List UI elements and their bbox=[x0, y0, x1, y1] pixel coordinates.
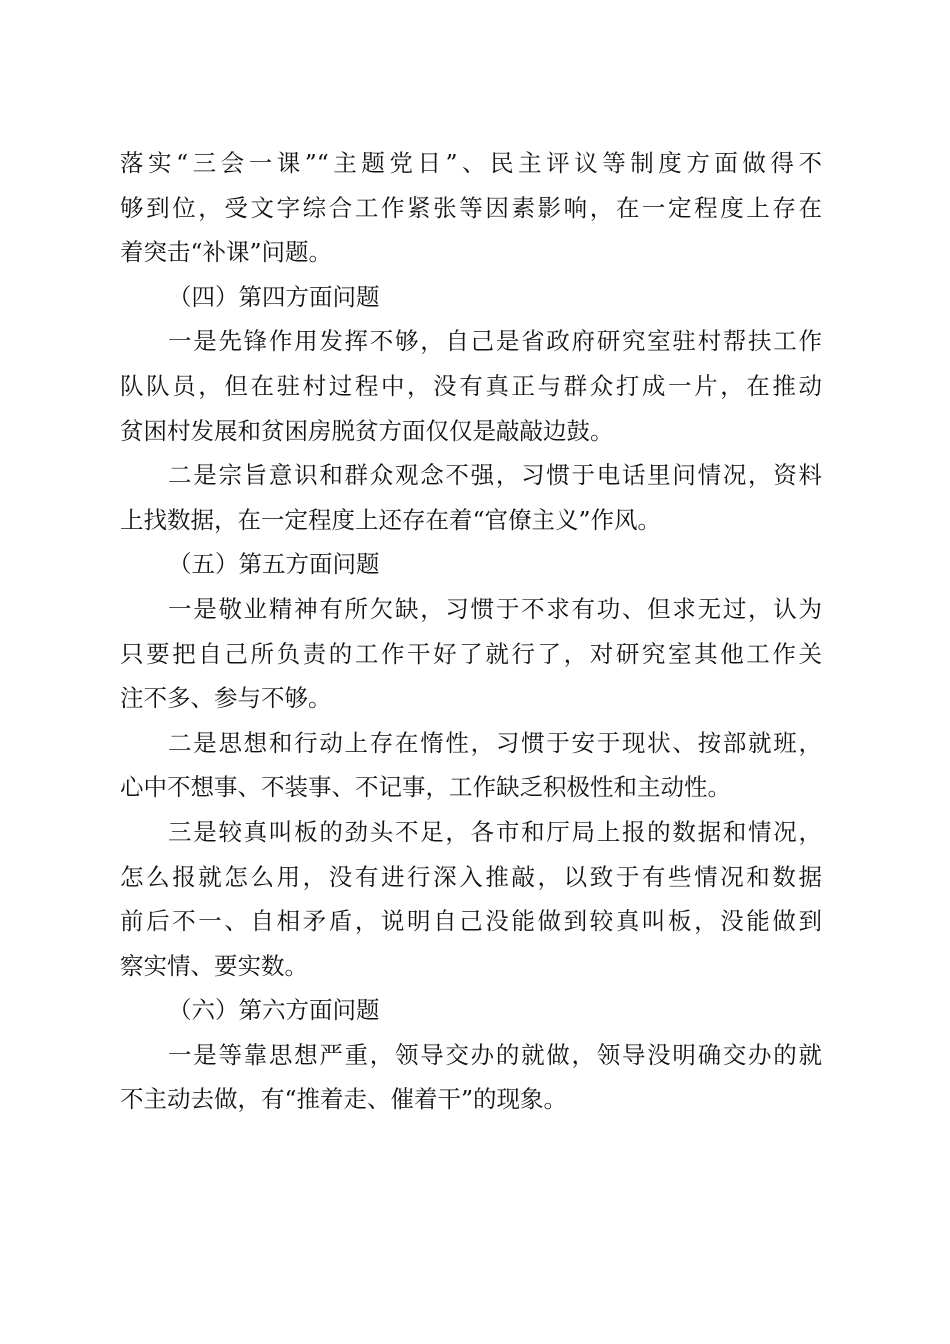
paragraph bbox=[120, 453, 822, 542]
section-heading bbox=[120, 988, 822, 1033]
paragraph bbox=[120, 587, 822, 721]
text-line: 不主动去做，有“推着走、催着干”的现象。 bbox=[120, 1085, 568, 1114]
text-line: 二是思想和行动上存在惰性，习惯于安于现状、按部就班， bbox=[168, 728, 822, 757]
text-line: 队队员，但在驻村过程中，没有真正与群众打成一片，在推动 bbox=[120, 371, 822, 400]
text-line: 一是等靠思想严重，领导交办的就做，领导没明确交办的就 bbox=[168, 1040, 822, 1069]
paragraph bbox=[120, 141, 822, 275]
paragraph bbox=[120, 1033, 822, 1122]
paragraph bbox=[120, 810, 822, 988]
section-heading bbox=[120, 275, 822, 320]
text-line: 三是较真叫板的劲头不足，各市和厅局上报的数据和情况， bbox=[168, 817, 822, 846]
text-line: 上找数据，在一定程度上还存在着“官僚主义”作风。 bbox=[120, 505, 662, 534]
text-line: 着突击“补课”问题。 bbox=[120, 238, 333, 267]
section-heading bbox=[120, 542, 822, 587]
text-line: 够到位，受文字综合工作紧张等因素影响，在一定程度上存在 bbox=[120, 193, 822, 222]
text-line: 察实情、要实数。 bbox=[120, 951, 308, 980]
text-line: （五）第五方面问题 bbox=[168, 550, 380, 579]
text-line: （四）第四方面问题 bbox=[168, 282, 380, 311]
text-line: 怎么报就怎么用，没有进行深入推敲，以致于有些情况和数据 bbox=[120, 862, 822, 891]
text-line: 贫困村发展和贫困房脱贫方面仅仅是敲敲边鼓。 bbox=[120, 416, 614, 445]
text-line: 一是先锋作用发挥不够，自己是省政府研究室驻村帮扶工作 bbox=[168, 327, 822, 356]
text-line: （六）第六方面问题 bbox=[168, 996, 380, 1025]
text-line: 二是宗旨意识和群众观念不强，习惯于电话里问情况，资料 bbox=[168, 461, 822, 490]
paragraph bbox=[120, 721, 822, 810]
text-line: 一是敬业精神有所欠缺，习惯于不求有功、但求无过，认为 bbox=[168, 594, 822, 623]
document-page bbox=[120, 141, 822, 1122]
text-line: 心中不想事、不装事、不记事，工作缺乏积极性和主动性。 bbox=[120, 773, 731, 802]
paragraph bbox=[120, 319, 822, 453]
text-line: 前后不一、自相矛盾，说明自己没能做到较真叫板，没能做到 bbox=[120, 907, 822, 936]
text-line: 注不多、参与不够。 bbox=[120, 684, 332, 713]
text-line: 只要把自己所负责的工作干好了就行了，对研究室其他工作关 bbox=[120, 639, 822, 668]
text-line: 落实“三会一课”“主题党日”、民主评议等制度方面做得不 bbox=[120, 149, 822, 177]
